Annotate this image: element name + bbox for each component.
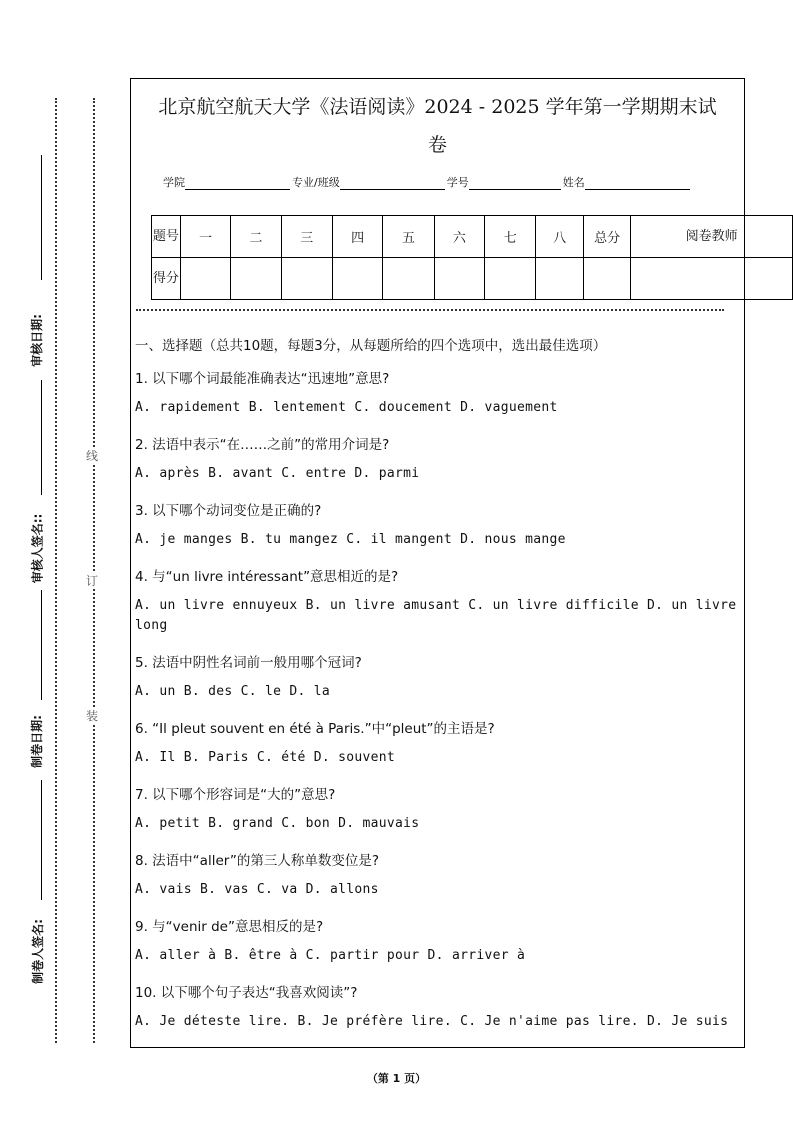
section-title: 一、选择题（总共10题，每题3分，从每题所给的四个选项中，选出最佳选项） (135, 338, 607, 354)
score-cell[interactable] (434, 258, 484, 300)
col-header: 六 (434, 216, 484, 258)
sign-line (41, 780, 42, 900)
score-cell[interactable] (536, 258, 583, 300)
page-number: （第 1 页） (366, 1072, 427, 1085)
score-cell[interactable] (383, 258, 434, 300)
score-cell[interactable] (583, 258, 630, 300)
col-header: 八 (536, 216, 583, 258)
college-label: 学院 (163, 176, 185, 189)
score-cell[interactable] (485, 258, 536, 300)
exam-title-cont: 卷 (427, 134, 447, 156)
answer-options: A. rapidement B. lentement C. doucement D. vaguement (135, 400, 558, 415)
question-text: 7. 以下哪个形容词是“大的”意思? (135, 787, 336, 803)
question-text: 9. 与“venir de”意思相反的是? (135, 919, 324, 935)
col-header: 阅卷教师 (631, 216, 793, 258)
score-table (151, 215, 793, 300)
answer-options: A. Il B. Paris C. été D. souvent (135, 750, 396, 765)
student-id-field[interactable] (469, 177, 561, 190)
col-header: 二 (231, 216, 281, 258)
name-field[interactable] (585, 177, 690, 190)
question-text: 1. 以下哪个词最能准确表达“迅速地”意思? (135, 371, 390, 387)
question-text: 10. 以下哪个句子表达“我喜欢阅读”? (135, 985, 358, 1001)
name-label: 姓名 (562, 176, 585, 189)
question-text: 5. 法语中阴性名词前一般用哪个冠词? (135, 655, 362, 671)
sign-line (41, 380, 42, 495)
score-cell[interactable] (332, 258, 382, 300)
make-date-label: 制卷日期: (29, 715, 44, 768)
header-label: 题号 (152, 216, 181, 258)
answer-options: A. aller à B. être à C. partir pour D. arriver à (135, 948, 526, 963)
score-cell[interactable] (231, 258, 281, 300)
major-label: 专业/班级 (292, 176, 340, 189)
col-header: 三 (281, 216, 332, 258)
exam-title: 北京航空航天大学《法语阅读》2024 - 2025 学年第一学期期末试 (158, 96, 717, 118)
col-header: 五 (383, 216, 434, 258)
col-header: 总分 (583, 216, 630, 258)
dotted-line-outer (55, 98, 57, 1043)
score-label: 得分 (152, 258, 181, 300)
dotted-line-binding (93, 98, 95, 1043)
score-cell[interactable] (281, 258, 332, 300)
major-field[interactable] (340, 177, 445, 190)
score-cell[interactable] (180, 258, 230, 300)
sign-line (41, 590, 42, 700)
answer-options: A. petit B. grand C. bon D. mauvais (135, 816, 420, 831)
answer-options: A. vais B. vas C. va D. allons (135, 882, 379, 897)
col-header: 四 (332, 216, 382, 258)
binding-char: 订 (86, 574, 99, 588)
question-text: 3. 以下哪个动词变位是正确的? (135, 503, 322, 519)
student-info (163, 174, 692, 190)
college-field[interactable] (185, 177, 290, 190)
answer-options: A. je manges B. tu mangez C. il mangent D. nous mange (135, 532, 566, 547)
answer-options: A. Je déteste lire. B. Je préfère lire. C. Je n'aime pas lire. D. Je suis (135, 1014, 729, 1029)
question-text: 4. 与“un livre intéressant”意思相近的是? (135, 569, 399, 585)
answer-options: A. un B. des C. le D. la (135, 684, 331, 699)
review-date-label: 审核日期: (29, 314, 44, 367)
binding-char: 装 (86, 709, 99, 723)
answer-options-cont: long (135, 618, 168, 633)
binding-char: 线 (86, 449, 99, 463)
question-text: 8. 法语中“aller”的第三人称单数变位是? (135, 853, 380, 869)
score-cell[interactable] (631, 258, 793, 300)
question-text: 2. 法语中表示“在……之前”的常用介词是? (135, 437, 390, 453)
reviewer-sign-label: 审核人签名:: (30, 513, 45, 584)
student-id-label: 学号 (446, 176, 469, 189)
col-header: 一 (180, 216, 230, 258)
answer-options: A. un livre ennuyeux B. un livre amusant C. un livre difficile D. un livre (135, 598, 737, 613)
sign-line (41, 155, 42, 280)
maker-sign-label: 制卷人签名: (30, 919, 45, 984)
col-header: 七 (485, 216, 536, 258)
question-text: 6. “Il pleut souvent en été à Paris.”中“pleut”的主语是? (135, 721, 495, 737)
separator (136, 309, 724, 311)
answer-options: A. après B. avant C. entre D. parmi (135, 466, 420, 481)
